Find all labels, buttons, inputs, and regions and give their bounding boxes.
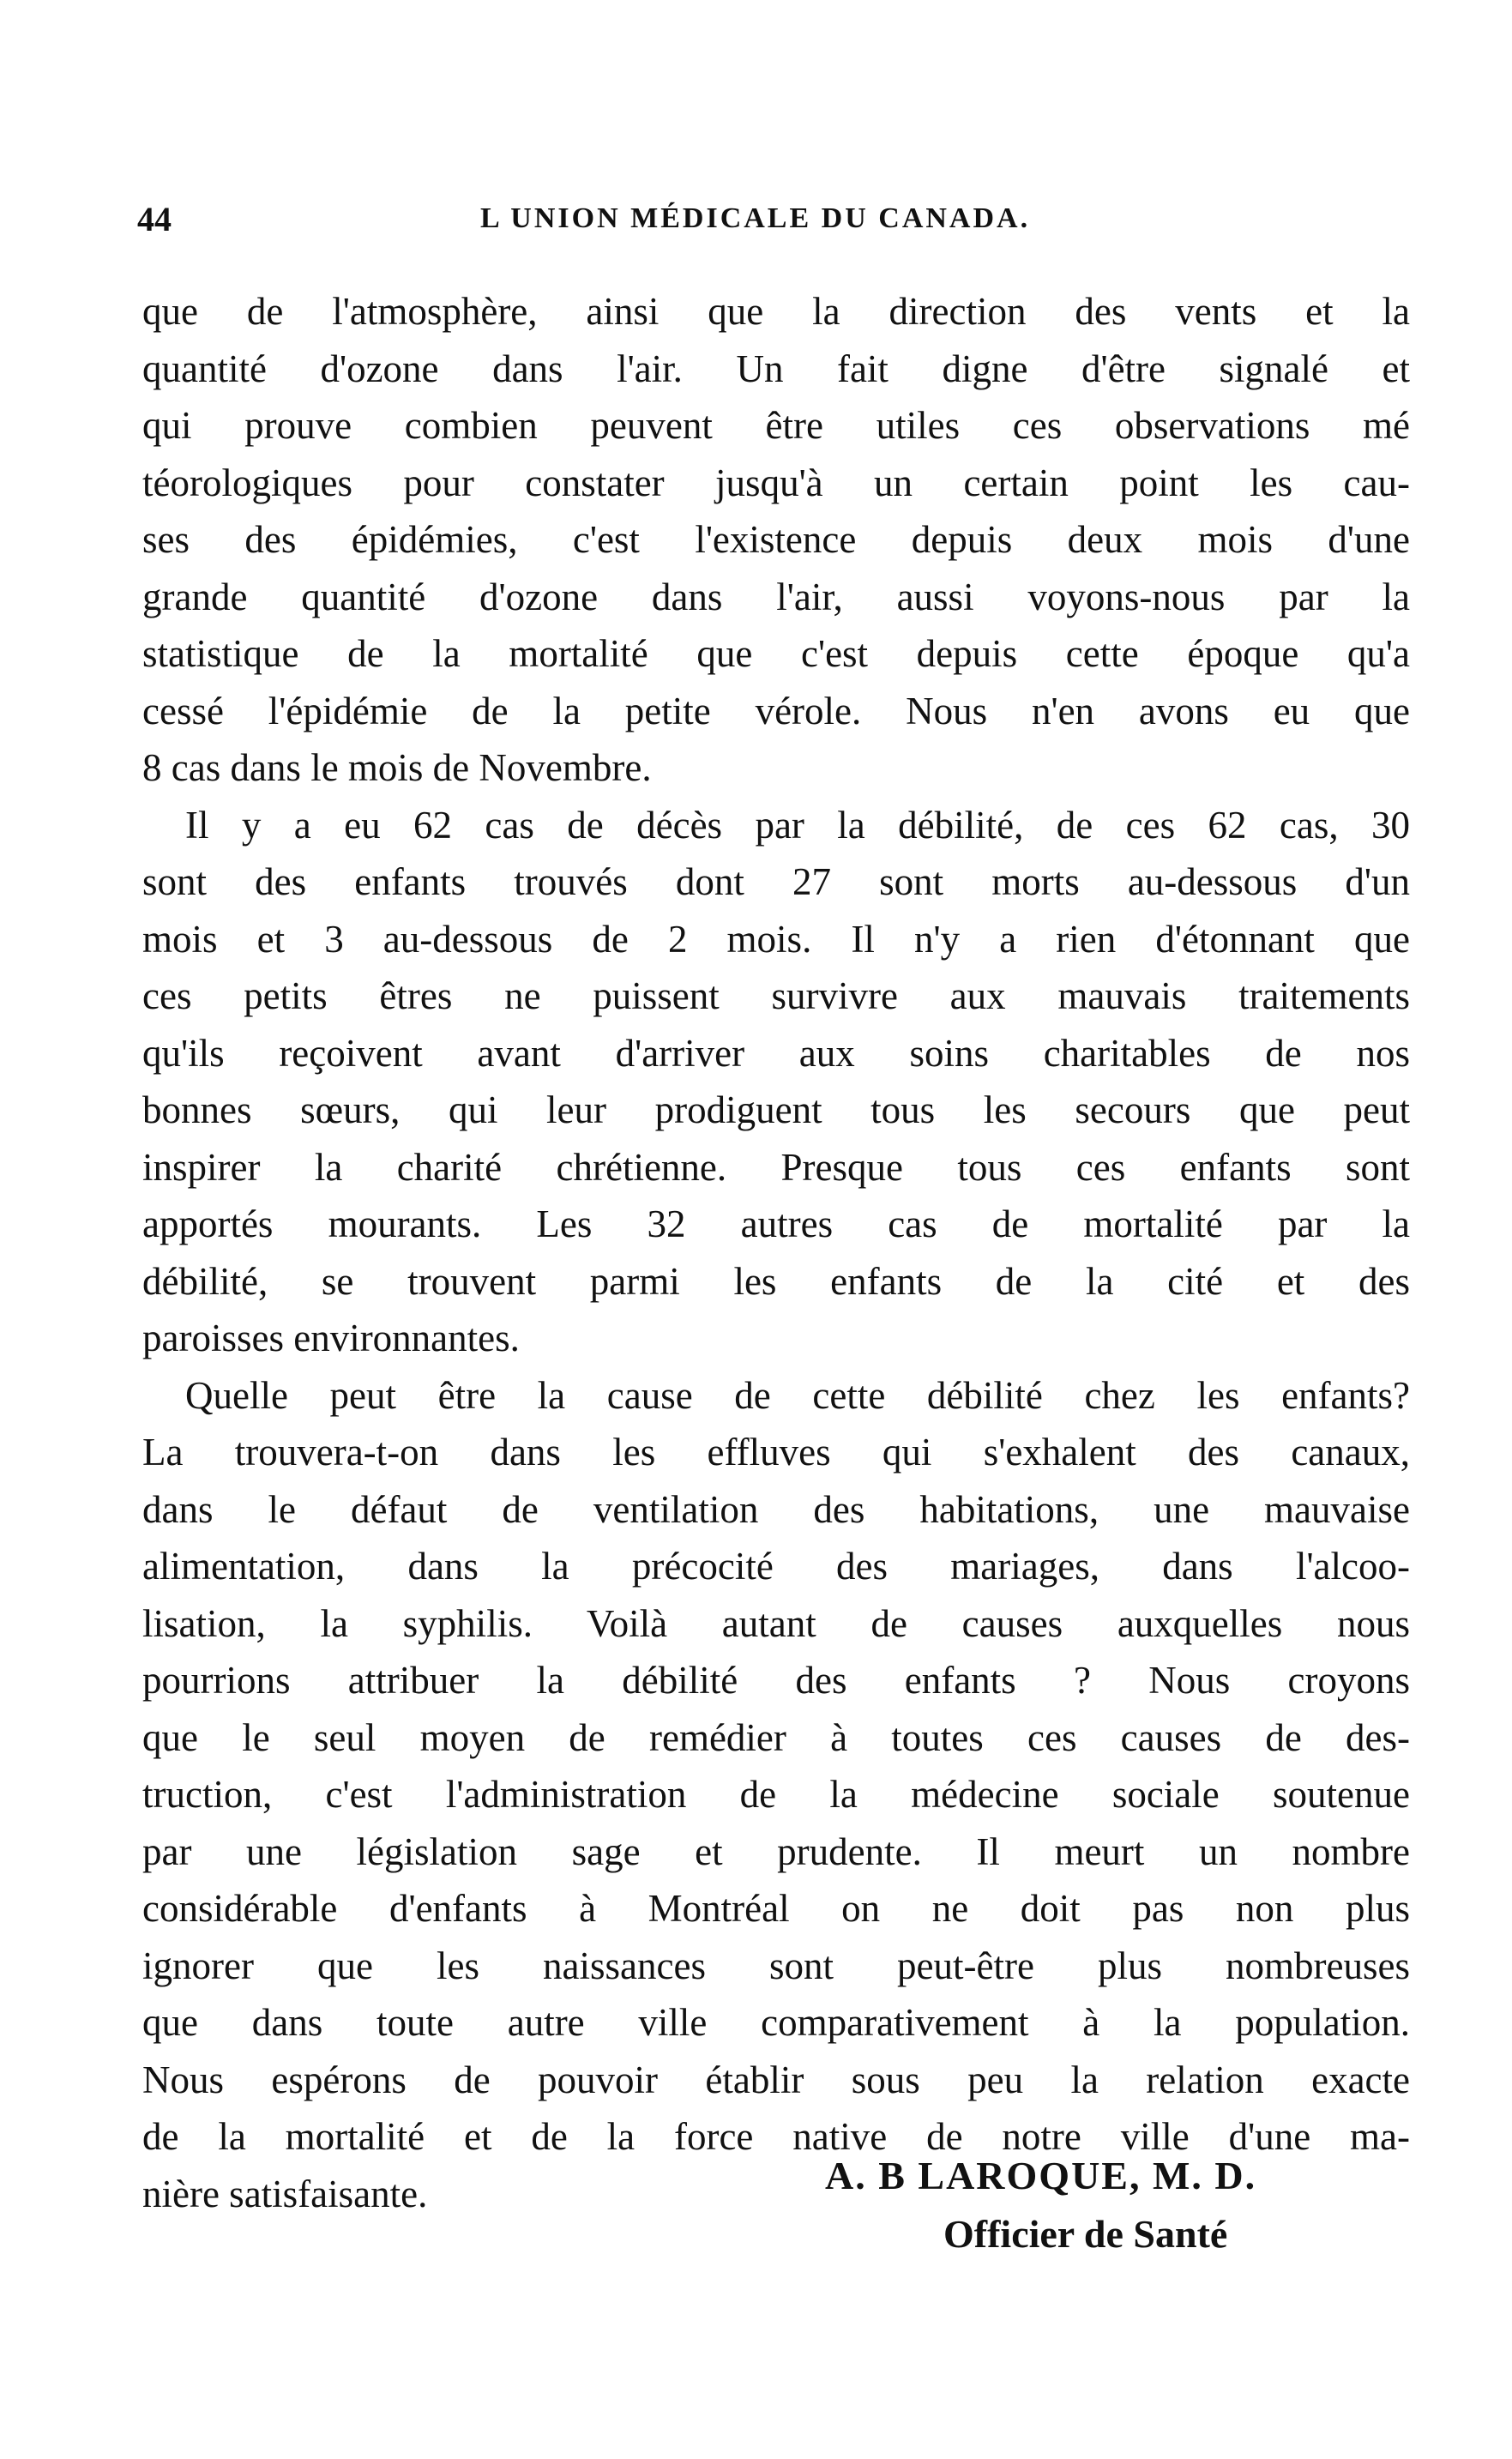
text-line: débilité, se trouvent parmi les enfants de la cité et des [142, 1259, 1410, 1303]
text-line: cessé l'épidémie de la petite vérole. Nous n'en avons eu que [142, 689, 1410, 732]
text-line: grande quantité d'ozone dans l'air, aussi voyons-nous par la [142, 575, 1410, 618]
text-line: alimentation, dans la précocité des mariages, dans l'alcoo- [142, 1545, 1410, 1588]
text-line: pourrions attribuer la débilité des enfants ? Nous croyons [142, 1659, 1410, 1702]
text-line: statistique de la mortalité que c'est depuis cette époque qu'a [142, 632, 1410, 675]
page-header [137, 199, 1389, 250]
text-line: que dans toute autre ville comparativement à la population. [142, 2001, 1410, 2044]
text-line: par une législation sage et prudente. Il meurt un nombre [142, 1829, 1410, 1873]
page-number: 44 [137, 200, 172, 238]
text-line: de la mortalité et de la force native de notre ville d'une ma- [142, 2115, 1410, 2158]
text-line: qu'ils reçoivent avant d'arriver aux soins charitables de nos [142, 1031, 1410, 1075]
author-title: Officier de Santé [943, 2212, 1228, 2256]
text-line: sont des enfants trouvés dont 27 sont morts au-dessous d'un [142, 860, 1410, 903]
text-line: téorologiques pour constater jusqu'à un certain point les cau- [142, 461, 1410, 504]
text-line: que de l'atmosphère, ainsi que la direction des vents et la [142, 290, 1410, 333]
running-title: L UNION MÉDICALE DU CANADA. [480, 202, 1031, 234]
signature-block [825, 2147, 1425, 2263]
text-line: nière satisfaisante. [142, 2172, 428, 2215]
body-text [142, 283, 1410, 2222]
text-line: bonnes sœurs, qui leur prodiguent tous les secours que peut [142, 1088, 1410, 1131]
text-line: mois et 3 au-dessous de 2 mois. Il n'y a rien d'étonnant que [142, 917, 1410, 961]
text-line: lisation, la syphilis. Voilà autant de causes auxquelles nous [142, 1601, 1410, 1645]
text-line: Nous espérons de pouvoir établir sous peu la relation exacte [142, 2058, 1410, 2101]
text-line: dans le défaut de ventilation des habitations, une mauvaise [142, 1487, 1410, 1531]
text-line: qui prouve combien peuvent être utiles ces observations mé [142, 404, 1410, 447]
text-line: ignorer que les naissances sont peut-être plus nombreuses [142, 1944, 1410, 1987]
text-line: Quelle peut être la cause de cette débilité chez les enfants? [185, 1373, 1410, 1417]
text-line: La trouvera-t-on dans les effluves qui s'exhalent des canaux, [142, 1431, 1410, 1474]
text-line: Il y a eu 62 cas de décès par la débilité, de ces 62 cas, 30 [185, 803, 1410, 847]
text-line: apportés mourants. Les 32 autres cas de mortalité par la [142, 1202, 1410, 1245]
author-name: A. B LAROQUE, M. D. [825, 2154, 1257, 2197]
text-line: ses des épidémies, c'est l'existence depuis deux mois d'une [142, 518, 1410, 561]
text-line: paroisses environnantes. [142, 1317, 520, 1359]
text-line: ces petits êtres ne puissent survivre aux mauvais traitements [142, 974, 1410, 1017]
text-line: truction, c'est l'administration de la médecine sociale soutenue [142, 1773, 1410, 1816]
text-line: 8 cas dans le mois de Novembre. [142, 746, 652, 789]
text-line: que le seul moyen de remédier à toutes ces causes de des- [142, 1715, 1410, 1759]
text-line: considérable d'enfants à Montréal on ne doit pas non plus [142, 1887, 1410, 1930]
text-line: inspirer la charité chrétienne. Presque tous ces enfants sont [142, 1145, 1410, 1189]
text-line: quantité d'ozone dans l'air. Un fait digne d'être signalé et [142, 347, 1410, 390]
